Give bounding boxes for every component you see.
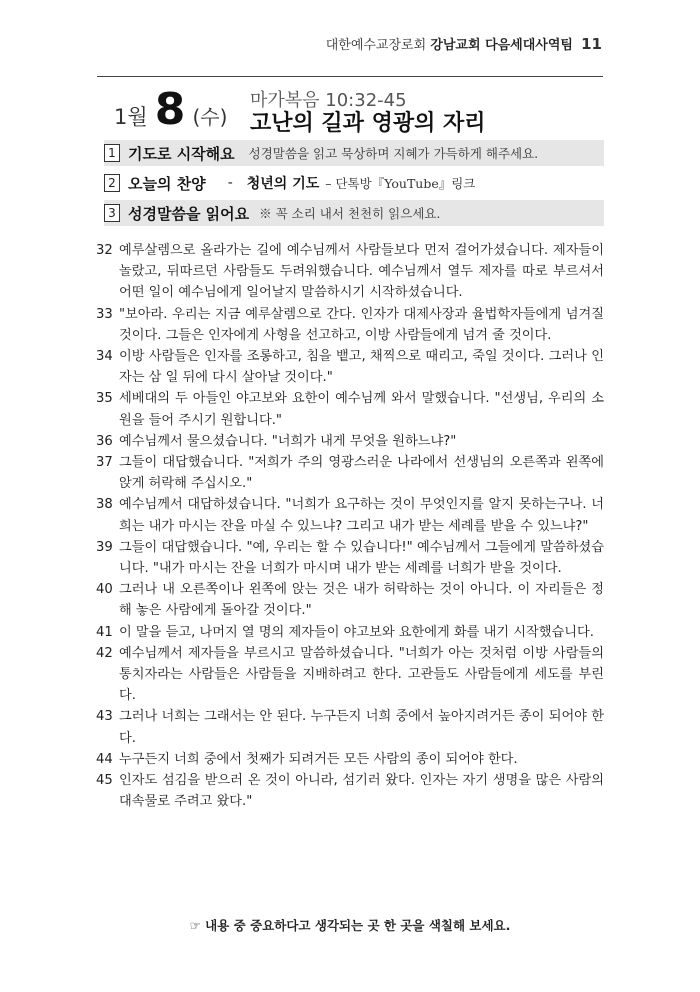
verse-number: 38 [96, 497, 113, 513]
verse-number: 34 [96, 349, 113, 365]
verse-text: 그들이 대답했습니다. "예, 우리는 할 수 있습니다!" 예수님께서 그들에게 말씀하셨습니다. "내가 마시는 잔을 너희가 마시며 내가 받는 세례를 너희가 받을 것이다. [119, 539, 604, 577]
verse-text: 예루살렘으로 올라가는 길에 예수님께서 사람들보다 먼저 걸어가셨습니다. 제자들이 놀랐고, 뒤따르던 사람들도 두려워했습니다. 예수님께서 열두 제자를 따로 부르셔서 어떤 일이 예수님에게 일어날지 말씀하시기 시작하셨습니다. [119, 243, 604, 301]
youtube-link-note: – 단톡방『YouTube』링크 [325, 176, 476, 191]
date-weekday: (수) [192, 105, 228, 129]
verse-43 [96, 706, 604, 748]
verse-38 [96, 494, 604, 536]
page-number: 11 [581, 35, 602, 53]
step-label: 성경말씀을 읽어요 [128, 204, 250, 223]
step-3 [104, 200, 604, 226]
song-title: 청년의 기도 [246, 176, 320, 192]
scripture-reference: 마가복음 10:32-45 [250, 90, 407, 111]
verse-number: 40 [96, 582, 113, 598]
verse-34 [96, 346, 604, 388]
verse-number: 39 [96, 539, 113, 555]
verse-number: 41 [96, 624, 113, 640]
verse-text: 세베대의 두 아들인 야고보와 요한이 예수님께 와서 말했습니다. "선생님, 우리의 소원을 들어 주시기 원합니다." [119, 391, 604, 428]
verse-text: 누구든지 너희 중에서 첫째가 되려거든 모든 사람의 종이 되어야 한다. [119, 751, 518, 767]
step-number: 2 [104, 174, 120, 192]
verse-text: "보아라. 우리는 지금 예루살렘으로 간다. 인자가 대제사장과 율법학자들에게 넘겨질 것이다. 그들은 인자에게 사형을 선고하고, 이방 사람들에게 넘겨 줄 것이다. [119, 306, 604, 343]
step-number: 1 [104, 144, 120, 162]
step-1 [104, 140, 604, 166]
scripture-text [96, 240, 604, 812]
verse-45 [96, 770, 604, 812]
step-label: 기도로 시작해요 [128, 144, 235, 163]
verse-33 [96, 304, 604, 346]
header-divider [97, 76, 603, 77]
verse-text: 그들이 대답했습니다. "저희가 주의 영광스러운 나라에서 선생님의 오른쪽과 왼쪽에 앉게 허락해 주십시오." [119, 455, 604, 492]
step-description: ※ 꼭 소리 내서 천천히 읽으세요. [259, 206, 441, 221]
step-number: 3 [104, 204, 120, 222]
verse-41 [96, 622, 604, 643]
step-dash: - [227, 175, 233, 191]
verse-number: 32 [96, 243, 113, 258]
date-block [114, 84, 228, 144]
verse-number: 44 [96, 751, 113, 767]
org-name: 대한예수교장로회 [325, 38, 427, 53]
verse-text: 이 말을 듣고, 나머지 열 명의 제자들이 야고보와 요한에게 화를 내기 시작했습니다. [119, 624, 594, 640]
verse-number: 37 [96, 455, 113, 471]
verse-36 [96, 431, 604, 452]
step-2 [104, 170, 475, 196]
verse-number: 36 [96, 433, 113, 449]
verse-text: 예수님께서 대답하셨습니다. "너희가 요구하는 것이 무엇인지를 알지 못하는구나. 너희는 내가 마시는 잔을 마실 수 있느냐? 그리고 내가 받는 세례를 받을 수 있느냐?" [119, 497, 604, 534]
verse-text: 그러나 내 오른쪽이나 왼쪽에 앉는 것은 내가 허락하는 것이 아니다. 이 자리들은 정해 놓은 사람에게 돌아갈 것이다." [119, 582, 604, 619]
church-name: 강남교회 다음세대사역팀 [430, 38, 573, 53]
verse-text: 그러나 너희는 그래서는 안 된다. 누구든지 너희 중에서 높아지려거든 종이 되어야 한다. [119, 709, 604, 746]
step-description: 성경말씀을 읽고 묵상하며 지혜가 가득하게 해주세요. [248, 146, 539, 161]
verse-text: 예수님께서 물으셨습니다. "너희가 내게 무엇을 원하느냐?" [119, 433, 457, 449]
footer-instruction: ☞ 내용 중 중요하다고 생각되는 곳 한 곳을 색칠해 보세요. [189, 918, 511, 933]
verse-number: 43 [96, 709, 113, 725]
verse-number: 45 [96, 773, 113, 789]
verse-number: 35 [96, 391, 113, 407]
verse-44 [96, 749, 604, 770]
verse-number: 42 [96, 645, 113, 661]
verse-40 [96, 579, 604, 621]
verse-32 [96, 240, 604, 304]
date-month: 1월 [114, 105, 148, 129]
verse-text: 인자도 섬김을 받으러 온 것이 아니라, 섬기러 왔다. 인자는 자기 생명을 많은 사람의 대속물로 주려고 왔다." [119, 773, 604, 810]
step-label: 오늘의 찬양 [128, 174, 206, 193]
verse-39 [96, 537, 604, 579]
verse-text: 예수님께서 제자들을 부르시고 말씀하셨습니다. "너희가 아는 것처럼 이방 사람들의 통치자라는 사람들은 사람들을 지배하려고 한다. 고관들도 사람들에게 세도를 부린다. [119, 645, 604, 704]
verse-number: 33 [96, 306, 113, 322]
verse-42 [96, 643, 604, 707]
verse-text: 이방 사람들은 인자를 조롱하고, 침을 뱉고, 채찍으로 때리고, 죽일 것이다. 그러나 인자는 삼 일 뒤에 다시 살아날 것이다." [119, 349, 604, 386]
verse-35 [96, 388, 604, 430]
page-header [326, 34, 602, 53]
date-day: 8 [154, 84, 186, 135]
page-title: 고난의 길과 영광의 자리 [250, 111, 486, 136]
verse-37 [96, 452, 604, 494]
